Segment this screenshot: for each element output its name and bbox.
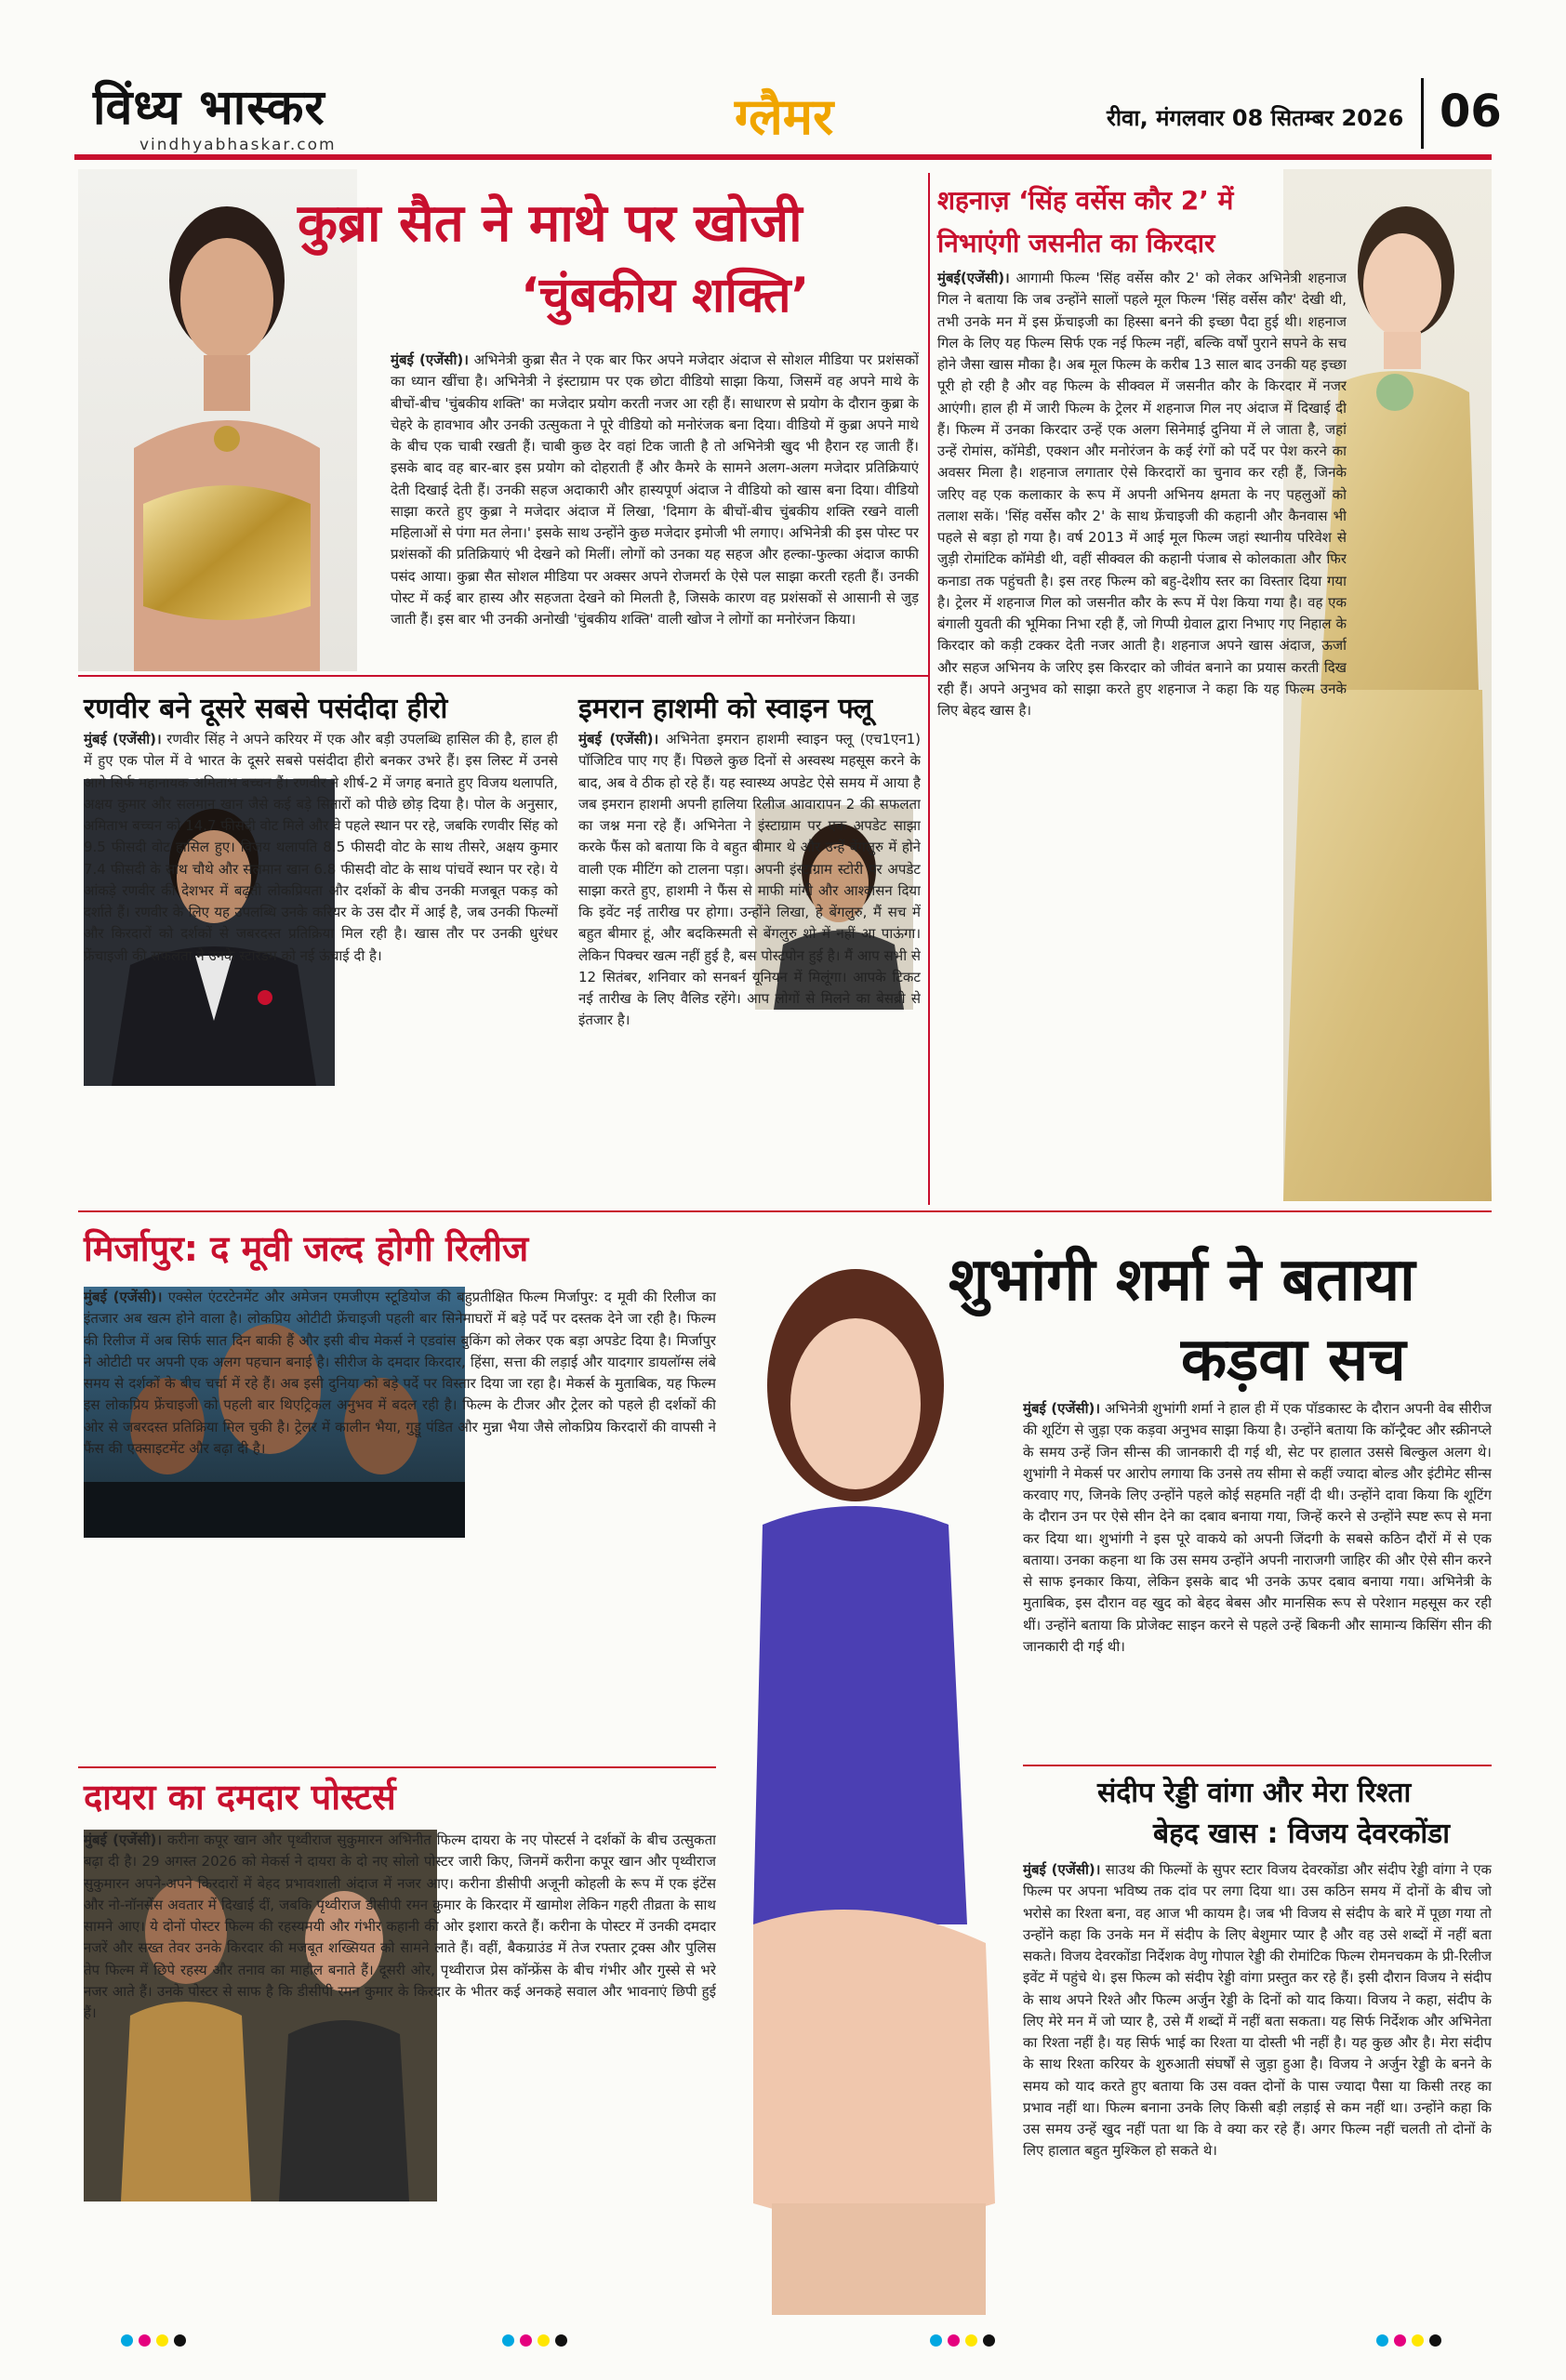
emraan-body <box>578 729 921 1209</box>
shubhangi-headline-1: शुभांगी शर्मा ने बताया <box>949 1246 1415 1315</box>
vijay-dateline: मुंबई (एजेंसी)। <box>1023 1861 1101 1878</box>
registration-dot <box>555 2334 567 2347</box>
shehnaaz-text: आगामी फिल्म 'सिंह वर्सेस कौर 2' को लेकर अभिनेत्री शहनाज गिल ने बताया कि जब उन्होंने सालों पहले मूल फिल्म 'सिंह वर्सेस कौर' देखी थी, तभी उनके मन में इस फ्रेंचाइजी का हिस्सा बनने की इच्छा पैदा हुई थी। शहनाज गिल के लिए यह फिल्म सिर्फ एक नई फिल्म नहीं, बल्कि वर्षों पुराने सपने के सच होने जैसा खास मौका है। अब मूल फिल्म के करीब 13 साल बाद उनकी यह इच्छा पूरी हो रही है और वह फिल्म के सीक्वल में जसनीत कौर के किरदार में नजर आएंगी। हाल ही में जारी फिल्म के ट्रेलर में शहनाज गिल नए अंदाज में दिखाई दी हैं। फिल्म में उनका किरदार उन्हें एक अलग सिनेमाई दुनिया में ले जाता है, जहां उन्हें रोमांस, कॉमेडी, एक्शन और मनोरंजन के कई रंगों को पर्दे पर पेश करने का अवसर मिला है। शहनाज लगातार ऐसे किरदारों का चुनाव कर रही हैं, जिनके जरिए वह एक कलाकार के रूप में अपनी अभिनय क्षमता के नए पहलुओं को तलाश सकें। 'सिंह वर्सेस कौर 2' के साथ फ्रेंचाइजी की कहानी और कैनवास भी पहले से बड़ा हो गया है। वर्ष 2013 में आई मूल फिल्म जहां स्थानीय परिवेश से जुड़ी रोमांटिक कॉमेडी थी, वहीं सीक्वल की कहानी पंजाब से कोलकाता और फिर कनाडा तक पहुंचती है। इस तरह फिल्म को बहु-देशीय स्तर का विस्तार दिया गया है। ट्रेलर में शहनाज गिल को जसनीत कौर के रूप में पेश किया गया है। वह एक बंगाली युवती की भूमिका निभा रही हैं, जो गिप्पी ग्रेवाल द्वारा निभाए गए निहाल के किरदार को कड़ी टक्कर देती नजर आती है। शहनाज अपने खास अंदाज, ऊर्जा और सहज अभिनय के जरिए इस किरदार को जीवंत बनाने का प्रयास करती दिख रही हैं। अपने अनुभव को साझा करते हुए शहनाज ने कहा कि यह फिल्म उनके लिए बेहद खास है। <box>937 270 1347 719</box>
vijay-rule <box>1023 1765 1492 1766</box>
print-registration-marks <box>930 2332 995 2348</box>
ranveer-text: रणवीर सिंह ने अपने करियर में एक और बड़ी उपलब्धि हासिल की है, हाल ही में हुए एक पोल में वे भारत के दूसरे सबसे पसंदीदा हीरो बनकर उभरे हैं। इस लिस्ट में उनसे आगे सिर्फ महानायक अमिताभ बच्चन हैं। रणवीर ने शीर्ष-2 में जगह बनाते हुए विजय थलापति, अक्षय कुमार और सलमान खान जैसे कई बड़े सितारों को पीछे छोड़ दिया है। पोल के अनुसार, अमिताभ बच्चन को 14.7 फीसदी वोट मिले और वे पहले स्थान पर रहे, जबकि रणवीर सिंह को 9.5 फीसदी वोट हासिल हुए। विजय थलापति 8.5 फीसदी वोट के साथ तीसरे, अक्षय कुमार 7.4 फीसदी के साथ चौथे और सलमान खान 6.8 फीसदी वोट के साथ पांचवें स्थान पर रहे। ये आंकड़े रणवीर की देशभर में बढ़ती लोकप्रियता और दर्शकों के बीच उनकी मजबूत पकड़ को दर्शाते हैं। रणवीर के लिए यह उपलब्धि उनके करियर के उस दौर में आई है, जब उनकी फिल्मों और किरदारों को दर्शकों से जबरदस्त प्रतिक्रिया मिल रही है। खास तौर पर उनकी धुरंधर फ्रेंचाइजी की सफलता ने उनके स्टारडम को नई ऊंचाई दी है। <box>84 731 558 964</box>
masthead-brand: विंध्य भास्कर <box>93 79 325 136</box>
registration-dot <box>1412 2334 1424 2347</box>
masthead-url: vindhyabhaskar.com <box>139 136 337 154</box>
print-registration-marks <box>502 2332 567 2348</box>
registration-dot <box>139 2334 151 2347</box>
registration-dot <box>965 2334 977 2347</box>
shehnaaz-headline-2: निभाएंगी जसनीत का किरदार <box>937 228 1215 258</box>
mirzapur-headline: मिर्जापुर: द मूवी जल्द होगी रिलीज <box>84 1228 529 1269</box>
emraan-headline: इमरान हाशमी को स्वाइन फ्लू <box>578 693 873 725</box>
kubra-text: अभिनेत्री कुब्रा सैत ने एक बार फिर अपने मजेदार अंदाज से सोशल मीडिया पर प्रशंसकों का ध्यान खींचा है। अभिनेत्री ने इंस्टाग्राम पर एक छोटा वीडियो साझा किया, जिसमें वह अपने माथे के बीचों-बीच 'चुंबकीय शक्ति' का मजेदार प्रयोग करती नजर आ रही हैं। साधारण से प्रयोग के दौरान कुब्रा के चेहरे के हावभाव और उनकी उत्सुकता ने पूरे वीडियो को मनोरंजक बना दिया। वीडियो में कुब्रा अपने माथे के बीच एक चाबी रखती हैं। चाबी कुछ देर वहां टिक जाती है तो अभिनेत्री खुद भी हैरान रह जाती हैं। इसके बाद वह बार-बार इस प्रयोग को दोहराती हैं और कैमरे के सामने अलग-अलग मजेदार प्रतिक्रियाएं देती दिखाई देती हैं। उनकी सहज अदाकारी और हास्यपूर्ण अंदाज ने वीडियो को खास बना दिया। वीडियो साझा करते हुए कुब्रा ने मजेदार अंदाज में लिखा, 'दिमाग के बीचों-बीच चुंबकीय शक्ति रखने वाली महिलाओं से पंगा मत लेना।' इसके साथ उन्होंने कुछ मजेदार इमोजी भी लगाए। अभिनेत्री की इस पोस्ट पर प्रशंसकों की प्रतिक्रियाएं भी देखने को मिलीं। लोगों को उनका यह सहज और हल्का-फुल्का अंदाज काफी पसंद आया। कुब्रा सैत सोशल मीडिया पर अक्सर अपने रोजमर्रा के ऐसे पल साझा करती रहती हैं। उनकी पोस्ट में कई बार हास्य और सहजता देखने को मिलती है, जिसके कारण वह प्रशंसकों से आसानी से जुड़ जाती हैं। इस बार भी उनकी अनोखी 'चुंबकीय शक्ति' वाली खोज ने लोगों का मनोरंजन किया। <box>391 351 919 628</box>
registration-dot <box>502 2334 514 2347</box>
vijay-body <box>1023 1859 1492 2315</box>
ranveer-dateline: मुंबई (एजेंसी)। <box>84 731 162 747</box>
daayra-headline: दायरा का दमदार पोस्टर्स <box>84 1777 396 1818</box>
emraan-text: अभिनेता इमरान हाशमी स्वाइन फ्लू (एच1एन1) पॉजिटिव पाए गए हैं। पिछले कुछ दिनों से अस्वस्थ महसूस करने के बाद, अब वे ठीक हो रहे हैं। यह स्वास्थ्य अपडेट ऐसे समय में आया है जब इमरान हाशमी अपनी हालिया रिलीज आवारापन 2 की सफलता का जश्न मना रहे हैं। अभिनेता ने इंस्टाग्राम पर एक अपडेट साझा करके फैंस को बताया कि वे बहुत बीमार थे और उन्हें बेंगलुरु में होने वाली एक मीटिंग को टालना पड़ा। अपनी इंस्टाग्राम स्टोरी पर अपडेट साझा करते हुए, हाशमी ने फैंस से माफी मांगी और आश्वासन दिया कि इवेंट नई तारीख पर होगा। उन्होंने लिखा, हे बेंगलुरु, मैं सच में बहुत बीमार हूं, और बदकिस्मती से बेंगलुरु शो में नहीं आ पाऊंगा। लेकिन पिक्चर खत्म नहीं हुई है, बस पोस्टपोन हुई है। मैं आप सभी से 12 सितंबर, शनिवार को सनबर्न यूनियन में मिलूंगा। आपके टिकट नई तारीख के लिए वैलिड रहेंगे। आप लोगों से मिलने का बेसब्री से इंतजार है। <box>578 731 921 1029</box>
shubhangi-body <box>1023 1398 1492 1761</box>
kubra-dateline: मुंबई (एजेंसी)। <box>391 351 469 368</box>
daayra-body <box>84 1830 716 2313</box>
daayra-rule <box>78 1766 720 1768</box>
mirzapur-dateline: मुंबई (एजेंसी)। <box>84 1289 163 1305</box>
shehnaaz-headline-1: शहनाज़ ‘सिंह वर्सेस कौर 2’ में <box>937 185 1234 216</box>
kubra-headline-1: कुब्रा सैत ने माथे पर खोजी <box>298 193 803 254</box>
registration-dot <box>930 2334 942 2347</box>
registration-dot <box>174 2334 186 2347</box>
registration-dot <box>983 2334 995 2347</box>
ranveer-headline: रणवीर बने दूसरे सबसे पसंदीदा हीरो <box>84 693 448 725</box>
shubhangi-photo <box>716 1218 1014 2324</box>
daayra-dateline: मुंबई (एजेंसी)। <box>84 1831 163 1848</box>
shehnaaz-body <box>937 268 1347 1197</box>
registration-dot <box>1429 2334 1441 2347</box>
print-registration-marks <box>121 2332 186 2348</box>
registration-dot <box>948 2334 960 2347</box>
shehnaaz-dateline: मुंबई(एजेंसी)। <box>937 270 1010 286</box>
vijay-headline-2: बेहद खास : विजय देवरकोंडा <box>1153 1818 1450 1850</box>
shubhangi-headline-2: कड़वा सच <box>1181 1326 1406 1395</box>
shubhangi-dateline: मुंबई (एजेंसी)। <box>1023 1400 1101 1417</box>
mirzapur-body <box>84 1287 716 1752</box>
shubhangi-text: अभिनेत्री शुभांगी शर्मा ने हाल ही में एक पॉडकास्ट के दौरान अपनी वेब सीरीज की शूटिंग से जुड़ा एक कड़वा अनुभव साझा किया है। उन्होंने बताया कि कॉन्ट्रैक्ट और स्क्रीनप्ले के समय उन्हें जिन सीन्स की जानकारी दी गई थी, सेट पर हालात उससे बिल्कुल अलग थे। शुभांगी ने मेकर्स पर आरोप लगाया कि उनसे तय सीमा से कहीं ज्यादा बोल्ड और इंटीमेट सीन्स करवाए गए, जिनके लिए उन्होंने पहले कोई सहमति नहीं दी थी। उन्होंने दावा किया कि शूटिंग के दौरान उन पर ऐसे सीन देने का दबाव बनाया गया, जिन्हें करने से उन्होंने स्पष्ट रूप से मना कर दिया था। शुभांगी ने इस पूरे वाकये को अपनी जिंदगी के सबसे कठिन दौरों में से एक बताया। उनका कहना था कि उस समय उन्होंने अपनी नाराजगी जाहिर की और ऐसे सीन करने से साफ इनकार किया, लेकिन इसके बाद भी उनके ऊपर दबाव बनाया गया। अभिनेत्री के मुताबिक, इस दौरान वह खुद को बेहद बेबस और मानसिक रूप से परेशान महसूस कर रही थीं। उन्होंने बताया कि प्रोजेक्ट साइन करने से पहले उन्हें बिकनी और सामान्य किसिंग सीन की जानकारी दी गई थी। <box>1023 1400 1492 1655</box>
registration-dot <box>1376 2334 1388 2347</box>
registration-dot <box>1394 2334 1406 2347</box>
column-divider <box>928 173 930 1205</box>
vijay-headline-1: संदीप रेड्डी वांगा और मेरा रिश्ता <box>1097 1777 1412 1809</box>
registration-dot <box>121 2334 133 2347</box>
registration-dot <box>537 2334 550 2347</box>
lower-row-divider <box>78 1210 1492 1212</box>
print-registration-marks <box>1376 2332 1441 2348</box>
registration-dot <box>520 2334 532 2347</box>
daayra-text: करीना कपूर खान और पृथ्वीराज सुकुमारन अभिनीत फिल्म दायरा के नए पोस्टर्स ने दर्शकों के बीच उत्सुकता बढ़ा दी है। 29 अगस्त 2026 को मेकर्स ने दायरा के दो नए सोलो पोस्टर जारी किए, जिनमें करीना कपूर खान और पृथ्वीराज सुकुमारन अपने-अपने किरदारों में बेहद प्रभावशाली अंदाज में नजर आए। करीना डीसीपी अजूनी कोहली के रूप में एक इंटेंस और नो-नॉनसेंस अवतार में दिखाई दीं, जबकि पृथ्वीराज डीसीपी रमन कुमार के किरदार में खामोश लेकिन गहरी तीव्रता के साथ सामने आए। ये दोनों पोस्टर फिल्म की रहस्यमयी और गंभीर कहानी की ओर इशारा करते हैं। करीना के पोस्टर में उनकी दमदार नजरें और सख्त तेवर उनके किरदार की मजबूत शख्सियत को सामने लाते हैं। वहीं, बैकग्राउंड में तेज रफ्तार ट्रक्स और पुलिस तेप फिल्म में छिपे रहस्य और तनाव का माहौल बनाते हैं। दूसरी ओर, पृथ्वीराज प्रेस कॉन्फ्रेंस के बीच गंभीर और गुस्से से भरे नजर आते हैं। उनके पोस्टर से साफ है कि डीसीपी रमन कुमार के किरदार के भीतर कई अनकहे सवाल और भावनाएं छिपी हुई हैं। <box>84 1831 716 2021</box>
issue-dateline: रीवा, मंगलवार 08 सितम्बर 2026 <box>1107 105 1404 131</box>
mirzapur-text: एक्सेल एंटरटेनमेंट और अमेजन एमजीएम स्टूडियोज की बहुप्रतीक्षित फिल्म मिर्जापुर: द मूवी की रिलीज का इंतजार अब खत्म होने वाला है। लोकप्रिय ओटीटी फ्रेंचाइजी पहली बार सिनेमाघरों में बड़े पर्दे पर दस्तक देने जा रही है। फिल्म की रिलीज में अब सिर्फ सात दिन बाकी हैं और इसी बीच मेकर्स ने एडवांस बुकिंग को लेकर एक बड़ा अपडेट दिया है। मिर्जापुर ने ओटीटी पर अपनी एक अलग पहचान बनाई है। सीरीज के दमदार किरदार, हिंसा, सत्ता की लड़ाई और यादगार डायलॉग्स लंबे समय से दर्शकों के बीच चर्चा में रहे हैं। अब इसी दुनिया को बड़े पर्दे पर विस्तार दिया जा रहा है। मेकर्स के मुताबिक, यह फिल्म इस लोकप्रिय फ्रेंचाइजी को पहली बार थिएट्रिकल अनुभव में बदल रही है। फिल्म के टीजर और ट्रेलर को पहले ही दर्शकों की ओर से जबरदस्त प्रतिक्रिया मिल चुकी है। ट्रेलर में कालीन भैया, गुड्डू पंडित और मुन्ना भैया जैसे लोकप्रिय किरदारों की वापसी ने फैंस की एक्साइटमेंट और बढ़ा दी है। <box>84 1289 716 1457</box>
masthead-rule <box>74 154 1492 160</box>
page-number-divider <box>1421 78 1424 149</box>
kubra-headline-2: ‘चुंबकीय शक्ति’ <box>521 268 810 324</box>
ranveer-body <box>84 729 558 1209</box>
registration-dot <box>156 2334 168 2347</box>
row-divider <box>78 675 928 677</box>
vijay-text: साउथ की फिल्मों के सुपर स्टार विजय देवरकोंडा और संदीप रेड्डी वांगा ने एक फिल्म पर अपना भविष्य तक दांव पर लगा दिया था। उस कठिन समय में दोनों के बीच जो भरोसे का रिश्ता बना, वह आज भी कायम है। जब भी विजय से संदीप के बारे में पूछा गया तो उन्होंने कहा कि उनके मन में संदीप के लिए बेशुमार प्यार है और वह उसे शब्दों में नहीं बता सकते। विजय देवरकोंडा निर्देशक वेणु गोपाल रेड्डी की रोमांटिक फिल्म रोमनचकम के प्री-रिलीज इवेंट में पहुंचे थे। इस फिल्म को संदीप रेड्डी वांगा प्रस्तुत कर रहे हैं। इसी दौरान विजय ने संदीप के साथ अपने रिश्ते और फिल्म अर्जुन रेड्डी के दिनों को याद किया। विजय ने कहा, संदीप के लिए मेरे मन में जो प्यार है, उसे मैं शब्दों में नहीं बता सकता। यह सिर्फ निर्देशक और अभिनेता का रिश्ता नहीं है। यह सिर्फ भाई का रिश्ता या दोस्ती भी नहीं है। यह कुछ और है। मेरा संदीप के साथ रिश्ता करियर के शुरुआती संघर्षों से जुड़ा हुआ है। विजय ने अर्जुन रेड्डी के बनने के समय को याद करते हुए बताया कि उस वक्त दोनों के पास ज्यादा पैसा या किसी तरह का प्रभाव नहीं था। फिल्म बनाना उनके लिए किसी बड़ी लड़ाई से कम नहीं था। उन्होंने कहा कि उस समय उन्हें खुद नहीं पता था कि वे क्या कर रहे हैं। अगर फिल्म नहीं चलती तो दोनों के लिए हालात बहुत मुश्किल हो सकते थे। <box>1023 1861 1492 2160</box>
kubra-body <box>391 350 919 671</box>
page-number: 06 <box>1440 86 1502 138</box>
section-title: ग्लैमर <box>735 86 834 146</box>
emraan-dateline: मुंबई (एजेंसी)। <box>578 731 659 747</box>
